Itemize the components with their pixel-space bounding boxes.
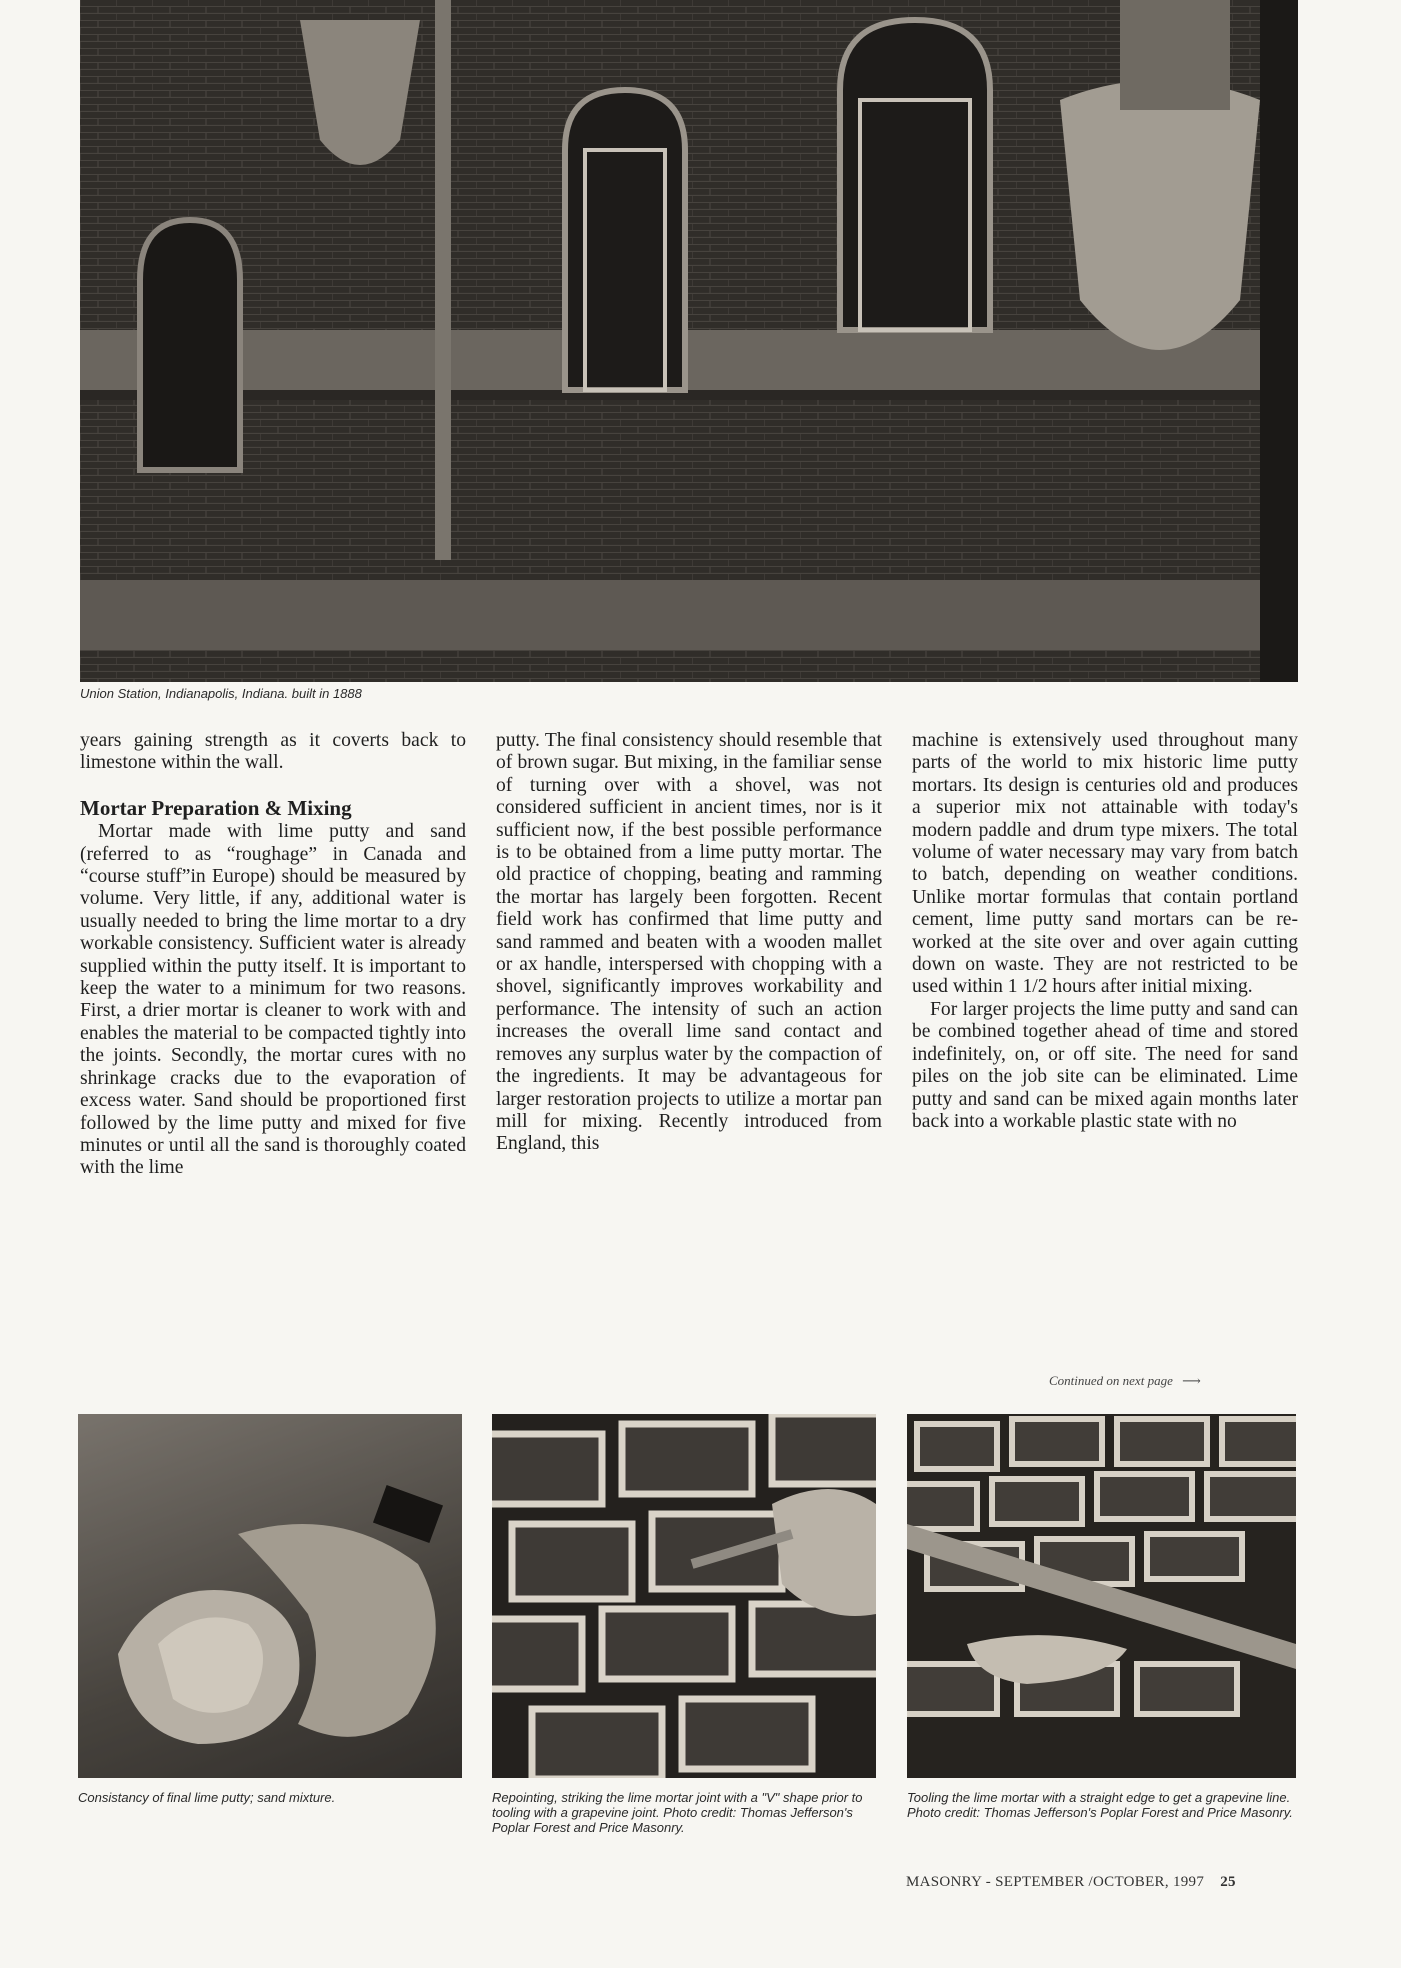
arrow-right-icon: ⟶ <box>1182 1373 1201 1388</box>
continued-note <box>1049 1373 1201 1389</box>
photo-caption-3: Tooling the lime mortar with a straight edge to get a grapevine line. Photo credit: Thomas Jefferson's Poplar Forest and Price Masonry. <box>907 1790 1293 1820</box>
top-photo-caption: Union Station, Indianapolis, Indiana. built in 1888 <box>80 686 362 701</box>
paragraph: machine is extensively used throughout many parts of the world to mix historic lime putty mortars. Its design is centuries old and produces a superior mix not attainable with today's modern paddle and drum type mixers. The total volume of water necessary may vary from batch to batch, depending on weather conditions. Unlike mortar formulas that contain portland cement, lime putty sand mortars can be re-worked at the site over and over again cutting down on waste. They are not restricted to be used within 1 1/2 hours after initial mixing. <box>912 730 1298 998</box>
tooling-photo <box>907 1414 1296 1778</box>
paragraph: For larger projects the lime putty and sand can be combined together ahead of time and stored indefinitely, on, or off site. The need for sand piles on the job site can be eliminated. Lime putty and sand can be mixed again months later back into a workable plastic state with no <box>912 998 1298 1132</box>
union-station-photo <box>80 0 1298 682</box>
photo-caption-1: Consistancy of final lime putty; sand mixture. <box>78 1790 336 1805</box>
page-number: 25 <box>1220 1874 1236 1890</box>
lime-putty-photo <box>78 1414 462 1778</box>
paragraph: putty. The final consistency should resemble that of brown sugar. But mixing, in the familiar sense of turning over with a shovel, was not considered sufficient in ancient times, nor is it sufficient now, if the best possible performance is to be obtained from a lime putty mortar. The old practice of chopping, beating and ramming the mortar has largely been forgotten. Recent field work has confirmed that lime putty and sand rammed and beaten with a wooden mallet or ax handle, interspersed with chopping with a shovel, significantly improves workability and performance. The intensity of such an action increases the overall lime sand contact and removes any surplus water by the compaction of the ingredients. It may be advantageous for larger restoration projects to utilize a mortar pan mill for mixing. Recently introduced from England, this <box>496 730 882 1155</box>
article-column-2 <box>496 730 882 1156</box>
article-column-1 <box>80 730 466 1180</box>
page-footer <box>906 1874 1236 1891</box>
article-column-3 <box>912 730 1298 1133</box>
section-heading: Mortar Preparation & Mixing <box>80 795 352 820</box>
paragraph: Mortar made with lime putty and sand (referred to as “roughage” in Canada and “course stuff”in Europe) should be measured by volume. Very little, if any, additional water is usually needed to bring the lime mortar to a dry workable consistency. Sufficient water is already supplied within the putty itself. It is important to keep the water to a minimum for two reasons. First, a drier mortar is cleaner to work with and enables the material to be compacted tightly into the joints. Secondly, the mortar cures with no shrinkage cracks due to the evaporation of excess water. Sand should be proportioned first followed by the lime putty and mixed for five minutes or until all the sand is thoroughly coated with the lime <box>80 821 466 1179</box>
publication-info: MASONRY - SEPTEMBER /OCTOBER, 1997 <box>906 1874 1205 1890</box>
continued-label: Continued on next page <box>1049 1373 1173 1388</box>
repointing-photo <box>492 1414 876 1778</box>
photo-caption-2: Repointing, striking the lime mortar joint with a "V" shape prior to tooling with a grapevine joint. Photo credit: Thomas Jefferson's Poplar Forest and Price Masonry. <box>492 1790 863 1835</box>
paragraph: years gaining strength as it coverts back to limestone within the wall. <box>80 730 466 774</box>
